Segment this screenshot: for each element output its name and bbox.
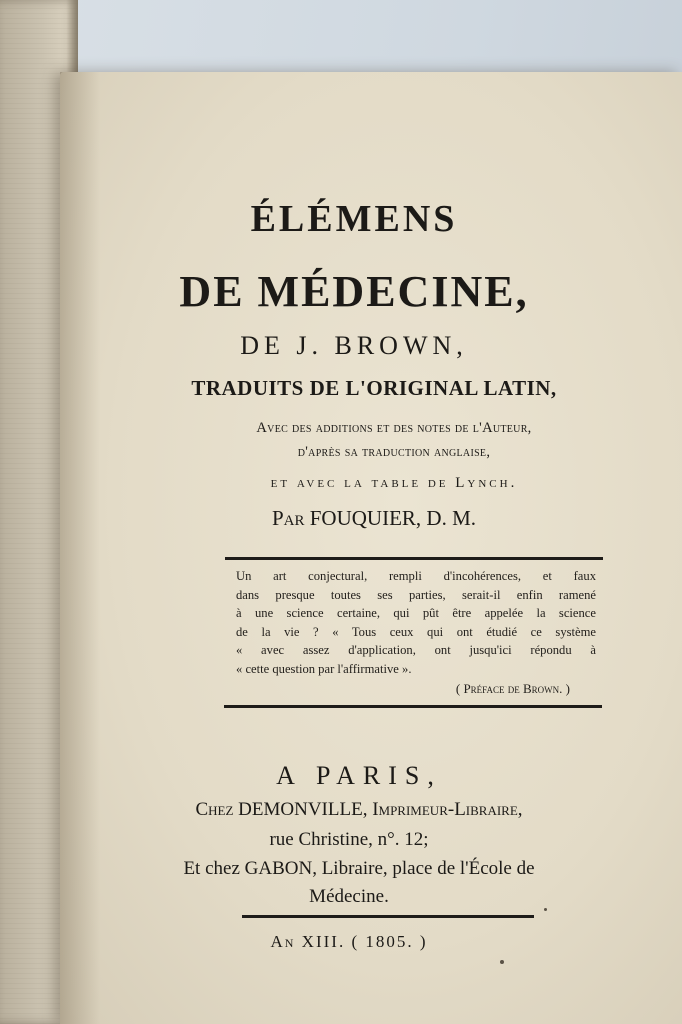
imprint-publisher bbox=[114, 800, 604, 819]
title-page bbox=[60, 72, 682, 1024]
translated-line: TRADUITS DE L'ORIGINAL LATIN, bbox=[191, 376, 557, 400]
rule-bottom bbox=[242, 915, 534, 918]
title-line-2: DE MÉDECINE, bbox=[179, 267, 529, 316]
author-line: DE J. BROWN, bbox=[240, 331, 468, 360]
additions-line-1: Avec des additions et des notes de l'Auteur, bbox=[256, 420, 532, 436]
imprint-second-publisher: Et chez GABON, Libraire, place de l'École de bbox=[183, 858, 535, 879]
publisher-prefix: Chez bbox=[195, 799, 239, 820]
paper-speck bbox=[544, 908, 547, 911]
epigraph-line: Un art conjectural, rempli d'incohérences, et faux bbox=[236, 569, 596, 583]
rule-top bbox=[225, 557, 603, 560]
paper-speck bbox=[500, 960, 504, 964]
publisher-name: DEMONVILLE bbox=[238, 799, 363, 820]
lynch-line: et avec la table de Lynch. bbox=[270, 475, 518, 491]
epigraph-line: à une science certaine, qui pût être appelée la science bbox=[236, 606, 596, 621]
publisher-suffix: , Imprimeur-Libraire, bbox=[362, 799, 523, 820]
epigraph-line: dans presque toutes ses parties, serait-il enfin ramené bbox=[236, 587, 596, 602]
imprint-address: rue Christine, n°. 12; bbox=[269, 829, 429, 850]
epigraph bbox=[236, 567, 596, 698]
translator-line: Par FOUQUIER, D. M. bbox=[271, 506, 477, 530]
rule-middle bbox=[224, 705, 602, 708]
epigraph-line: « avec assez d'application, ont jusqu'ici répondu à bbox=[236, 643, 596, 658]
additions-line-2: d'après sa traduction anglaise, bbox=[297, 444, 491, 460]
epigraph-line: « cette question par l'affirmative ». bbox=[236, 661, 412, 676]
imprint-second-publisher-cont: Médecine. bbox=[309, 886, 389, 907]
imprint-city: A PARIS, bbox=[276, 761, 442, 790]
epigraph-line: de la vie ? « Tous ceux qui ont étudié ce système bbox=[236, 624, 596, 639]
title-line-1: ÉLÉMENS bbox=[250, 198, 458, 240]
epigraph-attribution: ( Préface de Brown. ) bbox=[455, 680, 570, 696]
imprint-date: An XIII. ( 1805. ) bbox=[270, 932, 428, 951]
